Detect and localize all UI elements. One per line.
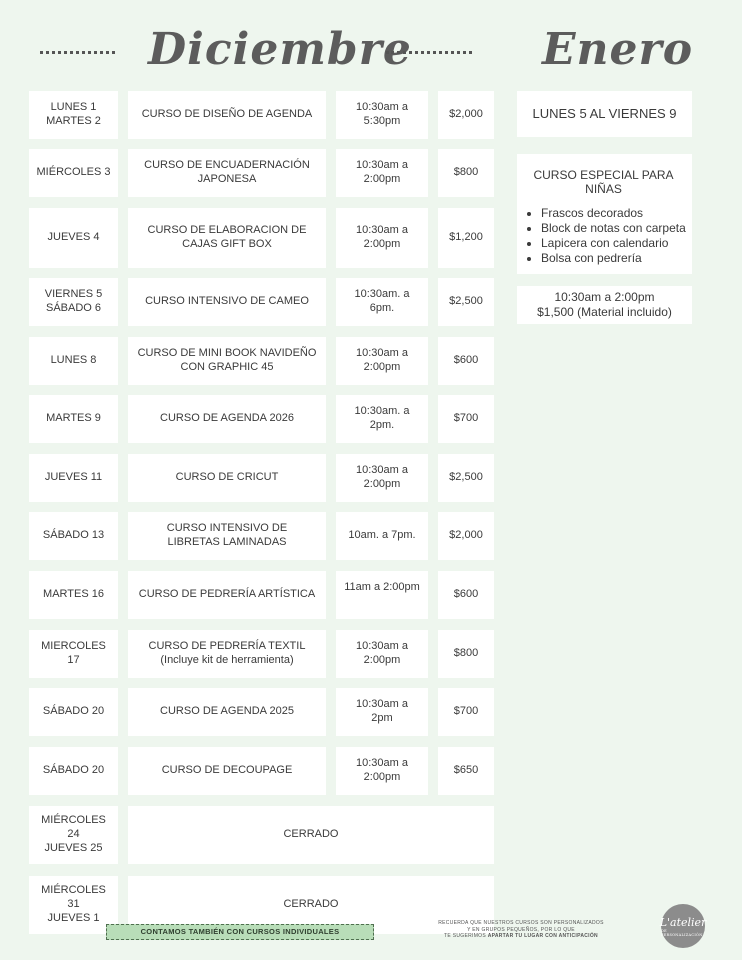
january-heading: Enero: [542, 24, 694, 75]
booking-note-emphasis: APARTAR TU LUGAR CON ANTICIPACIÓN: [487, 933, 598, 939]
list-item: • Lapicera con calendario: [541, 236, 686, 251]
price-cell: $2,500: [438, 278, 494, 326]
day-cell: MARTES 16: [29, 571, 118, 619]
course-cell: CURSO DE ENCUADERNACIÓN JAPONESA: [128, 149, 326, 197]
day-cell: SÁBADO 20: [29, 747, 118, 795]
course-cell: CURSO INTENSIVO DE CAMEO: [128, 278, 326, 326]
time-cell: 10:30am a 2:00pm: [336, 208, 428, 268]
time-cell: 10:30am a 2:00pm: [336, 454, 428, 502]
price-cell: $2,000: [438, 512, 494, 560]
list-item: • Bolsa con pedrería: [541, 251, 686, 266]
decorative-dots-right: [386, 51, 472, 54]
time-cell: 10:30am a 2pm: [336, 688, 428, 736]
special-course-title: CURSO ESPECIAL PARA NIÑAS: [533, 168, 674, 196]
booking-note-line: RECUERDA QUE NUESTROS CURSOS SON PERSONALIZADOS: [438, 920, 604, 926]
decorative-dots-left: [40, 51, 115, 54]
day-cell: JUEVES 11: [29, 454, 118, 502]
booking-note-line: Y EN GRUPOS PEQUEÑOS, POR LO QUE: [467, 926, 575, 933]
course-cell: CURSO DE MINI BOOK NAVIDEÑO CON GRAPHIC 45: [128, 337, 326, 385]
closed-day-cell: MIÉRCOLES 24 JUEVES 25: [29, 806, 118, 864]
time-cell: 11am a 2:00pm: [336, 571, 428, 619]
course-cell: CURSO DE PEDRERÍA ARTÍSTICA: [128, 571, 326, 619]
time-cell: 10am. a 7pm.: [336, 512, 428, 560]
logo-subtext: DE PERSONALIZACIÓN: [661, 928, 703, 937]
price-cell: $700: [438, 395, 494, 443]
time-cell: 10:30am a 2:00pm: [336, 630, 428, 678]
price-cell: $800: [438, 630, 494, 678]
time-cell: 10:30am a 2:00pm: [336, 149, 428, 197]
time-cell: 10:30am a 5:30pm: [336, 91, 428, 139]
course-cell: CURSO DE AGENDA 2026: [128, 395, 326, 443]
day-cell: LUNES 1 MARTES 2: [29, 91, 118, 139]
january-dates: LUNES 5 AL VIERNES 9: [517, 91, 692, 137]
price-cell: $800: [438, 149, 494, 197]
closed-day-cell: MIÉRCOLES 31 JUEVES 1: [29, 876, 118, 934]
day-cell: LUNES 8: [29, 337, 118, 385]
booking-note-text: TE SUGERIMOS: [444, 933, 486, 939]
price-cell: $2,000: [438, 91, 494, 139]
booking-note: [436, 920, 606, 940]
day-cell: MARTES 9: [29, 395, 118, 443]
price-cell: $700: [438, 688, 494, 736]
day-cell: VIERNES 5 SÁBADO 6: [29, 278, 118, 326]
price-cell: $2,500: [438, 454, 494, 502]
day-cell: MIÉRCOLES 3: [29, 149, 118, 197]
price-cell: $650: [438, 747, 494, 795]
day-cell: MIERCOLES 17: [29, 630, 118, 678]
special-course-list: [521, 206, 686, 266]
day-cell: SÁBADO 20: [29, 688, 118, 736]
course-cell: CURSO INTENSIVO DE LIBRETAS LAMINADAS: [128, 512, 326, 560]
day-cell: SÁBADO 13: [29, 512, 118, 560]
special-course-time-price: 10:30am a 2:00pm $1,500 (Material incluido): [517, 286, 692, 324]
time-cell: 10:30am. a 2pm.: [336, 395, 428, 443]
course-cell: CURSO DE DISEÑO DE AGENDA: [128, 91, 326, 139]
december-heading: Diciembre: [148, 24, 412, 75]
time-cell: 10:30am a 2:00pm: [336, 337, 428, 385]
price-cell: $600: [438, 337, 494, 385]
price-cell: $600: [438, 571, 494, 619]
booking-note-line: [436, 933, 606, 940]
list-item: • Block de notas con carpeta: [541, 221, 686, 236]
time-cell: 10:30am a 2:00pm: [336, 747, 428, 795]
course-cell: CURSO DE DECOUPAGE: [128, 747, 326, 795]
day-cell: JUEVES 4: [29, 208, 118, 268]
closed-label: CERRADO: [128, 806, 494, 864]
atelier-logo: [661, 904, 705, 948]
course-cell: CURSO DE AGENDA 2025: [128, 688, 326, 736]
list-item: • Frascos decorados: [541, 206, 686, 221]
price-cell: $1,200: [438, 208, 494, 268]
course-cell: CURSO DE ELABORACION DE CAJAS GIFT BOX: [128, 208, 326, 268]
closed-label: CERRADO: [128, 876, 494, 934]
special-course-box: [517, 154, 692, 274]
time-cell: 10:30am. a 6pm.: [336, 278, 428, 326]
logo-text: L'atelier: [659, 915, 707, 929]
course-cell: CURSO DE PEDRERÍA TEXTIL (Incluye kit de herramienta): [128, 630, 326, 678]
individual-courses-banner: CONTAMOS TAMBIÉN CON CURSOS INDIVIDUALES: [106, 924, 374, 940]
course-cell: CURSO DE CRICUT: [128, 454, 326, 502]
